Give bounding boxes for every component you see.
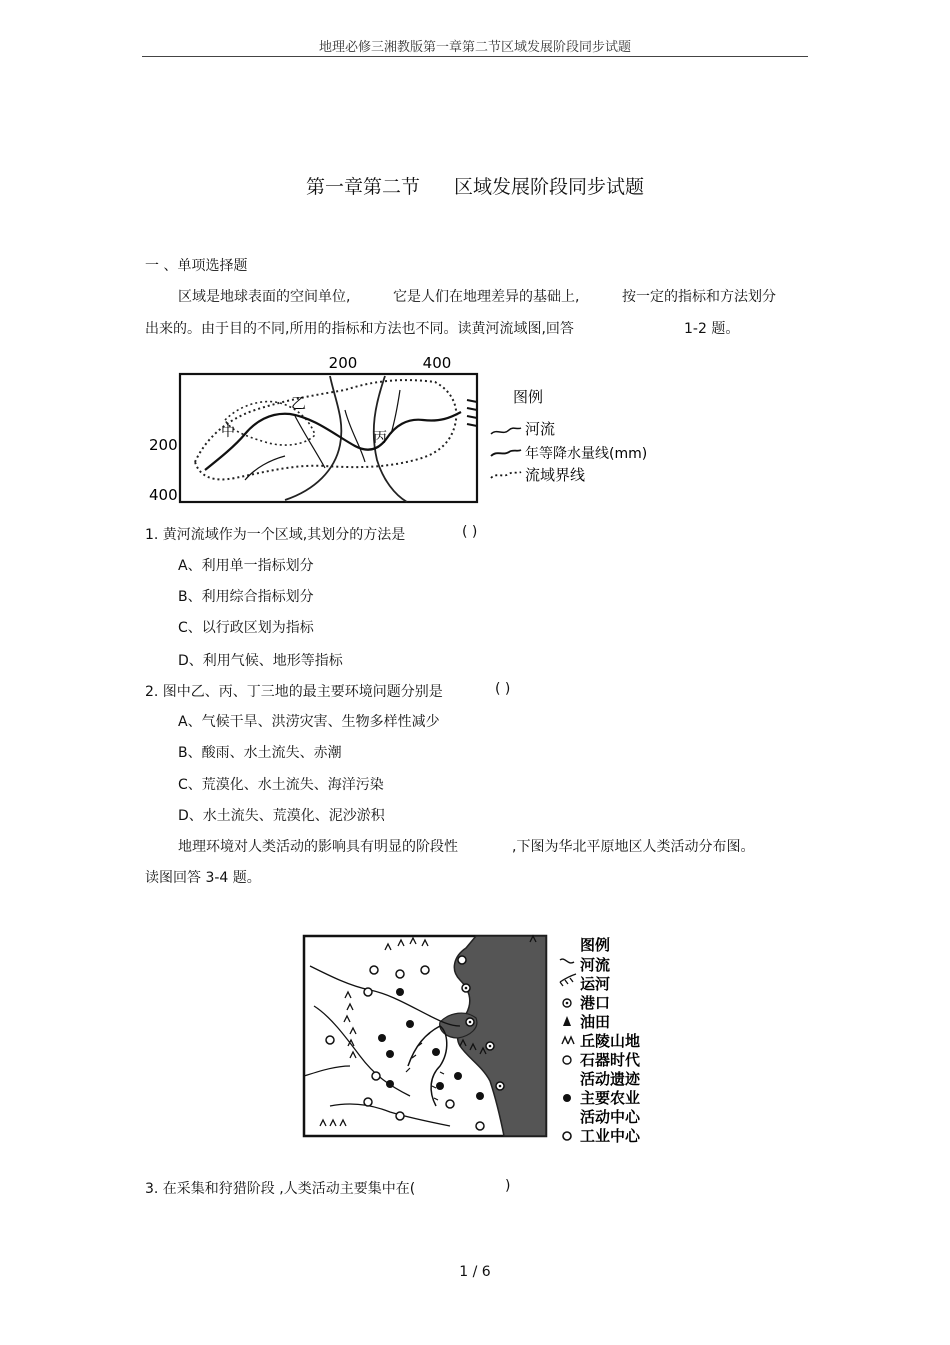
map1-legend-isohyet: 年等降水量线(mm) xyxy=(525,446,648,462)
q2-stem: 2. 图中乙、丙、丁三地的最主要环境问题分别是 xyxy=(145,684,443,700)
river-3 xyxy=(330,1104,450,1126)
map1-legend-river: 河流 xyxy=(525,420,556,438)
map2-legend-industry: 工业中心 xyxy=(580,1127,641,1145)
q2-option-d xyxy=(178,805,385,825)
q1-option-d xyxy=(178,650,343,670)
q2-option-d-text: 水土流失、荒漠化、泥沙淤积 xyxy=(202,808,385,824)
region-label-yi: 乙 xyxy=(291,394,307,412)
map1-legend-title: 图例 xyxy=(513,388,544,406)
map2-legend-river: 河流 xyxy=(580,956,611,974)
title-part2: 区域发展阶段同步试题 xyxy=(454,176,645,198)
tributary-1 xyxy=(295,416,325,468)
q2-option-c-text: 荒漠化、水土流失、海洋污染 xyxy=(201,777,384,793)
q1-paren: ( ) xyxy=(462,524,478,540)
q2-option-b-text: 酸雨、水土流失、赤潮 xyxy=(201,745,342,761)
tributary-3 xyxy=(245,456,285,480)
q2-option-a-text: 气候干旱、洪涝灾害、生物多样性减少 xyxy=(201,714,440,730)
intro1-line1-b: 它是人们在地理差异的基础上, xyxy=(393,289,580,305)
q2-option-d-letter: D、 xyxy=(178,808,203,824)
region-label-zhong: 中 xyxy=(221,424,235,440)
river-1 xyxy=(310,966,460,1026)
legend-canal-icon xyxy=(560,974,576,986)
map2-legend-title: 图例 xyxy=(580,936,611,954)
legend-agriculture-icon xyxy=(563,1094,571,1102)
map2-legend-hills: 丘陵山地 xyxy=(580,1032,641,1050)
q2-option-c xyxy=(178,774,384,794)
region-label-bing: 丙 xyxy=(373,430,387,446)
q2-option-a-letter: A、 xyxy=(178,714,202,730)
yellow-river xyxy=(205,412,461,470)
q1-option-a-letter: A、 xyxy=(178,558,202,574)
north-china-plain-map xyxy=(290,926,670,1148)
river-2 xyxy=(314,1006,410,1096)
title-part1: 第一章第二节 xyxy=(305,176,420,198)
legend-river-icon xyxy=(491,428,521,434)
page-number: 1 / 6 xyxy=(459,1264,491,1280)
tributary-2 xyxy=(345,410,365,462)
intro1-line2-b: 1-2 题。 xyxy=(684,321,740,337)
legend-boundary-icon xyxy=(491,472,521,478)
yellow-river-basin-map xyxy=(145,350,675,508)
q2-option-b xyxy=(178,742,342,762)
top-label-200: 200 xyxy=(328,354,358,372)
map1-legend-boundary: 流域界线 xyxy=(525,466,586,484)
q1-option-b xyxy=(178,586,314,606)
left-label-400: 400 xyxy=(149,486,178,504)
q1-option-c-text: 以行政区划为指标 xyxy=(201,620,314,636)
q3-stem: 3. 在采集和狩猎阶段 ,人类活动主要集中在( xyxy=(145,1181,416,1197)
header-rule xyxy=(142,56,808,57)
q1-option-d-letter: D、 xyxy=(178,653,203,669)
left-label-200: 200 xyxy=(149,436,178,454)
legend-industry-icon xyxy=(563,1132,571,1140)
map2-legend-activity-center: 活动中心 xyxy=(580,1108,641,1126)
top-label-400: 400 xyxy=(422,354,452,372)
q1-stem: 1. 黄河流域作为一个区域,其划分的方法是 xyxy=(145,527,406,543)
q1-option-b-text: 利用综合指标划分 xyxy=(201,589,314,605)
river-4 xyxy=(304,1066,350,1076)
q2-paren: ( ) xyxy=(495,681,511,697)
intro1-line2-a: 出来的。由于目的不同,所用的指标和方法也不同。读黄河流域图,回答 xyxy=(145,321,574,337)
q1-option-a xyxy=(178,555,314,575)
q2-option-a xyxy=(178,711,440,731)
map2-legend-port: 港口 xyxy=(580,994,611,1012)
sea-area xyxy=(454,936,546,1136)
q3-paren: ) xyxy=(505,1178,511,1194)
section-heading: 一 、单项选择题 xyxy=(145,258,248,274)
q1-option-c xyxy=(178,617,314,637)
canal-ticks xyxy=(406,1033,444,1100)
q2-option-b-letter: B、 xyxy=(178,745,202,761)
canal xyxy=(408,1026,447,1106)
intro1-line1-c: 按一定的指标和方法划分 xyxy=(622,289,776,305)
legend-stone-age-icon xyxy=(563,1056,571,1064)
running-header: 地理必修三湘教版第一章第二节区域发展阶段同步试题 xyxy=(318,40,631,55)
coast-mark xyxy=(467,400,477,426)
intro1-line1-a: 区域是地球表面的空间单位, xyxy=(178,289,351,305)
legend-isohyet-icon xyxy=(491,450,521,456)
hills-south xyxy=(320,1120,346,1126)
q1-option-a-text: 利用单一指标划分 xyxy=(201,558,314,574)
map2-legend-agriculture: 主要农业 xyxy=(580,1089,641,1107)
intro2-line1-b: ,下图为华北平原地区人类活动分布图。 xyxy=(512,839,755,855)
intro2-line1-a: 地理环境对人类活动的影响具有明显的阶段性 xyxy=(178,839,458,855)
q1-option-c-letter: C、 xyxy=(178,620,202,636)
intro2-line2: 读图回答 3-4 题。 xyxy=(145,870,261,886)
map2-legend-sites: 活动遗迹 xyxy=(580,1070,641,1088)
map2-legend-oilfield: 油田 xyxy=(580,1013,611,1031)
map2-legend-stone-age: 石器时代 xyxy=(580,1051,641,1069)
legend-oilfield-icon xyxy=(563,1016,571,1026)
q1-option-d-text: 利用气候、地形等指标 xyxy=(202,653,343,669)
page-title xyxy=(0,172,950,199)
map2-legend-canal: 运河 xyxy=(580,975,611,993)
q2-option-c-letter: C、 xyxy=(178,777,202,793)
legend-hills-icon xyxy=(562,1037,574,1044)
legend-river-icon xyxy=(560,959,574,963)
q1-option-b-letter: B、 xyxy=(178,589,202,605)
